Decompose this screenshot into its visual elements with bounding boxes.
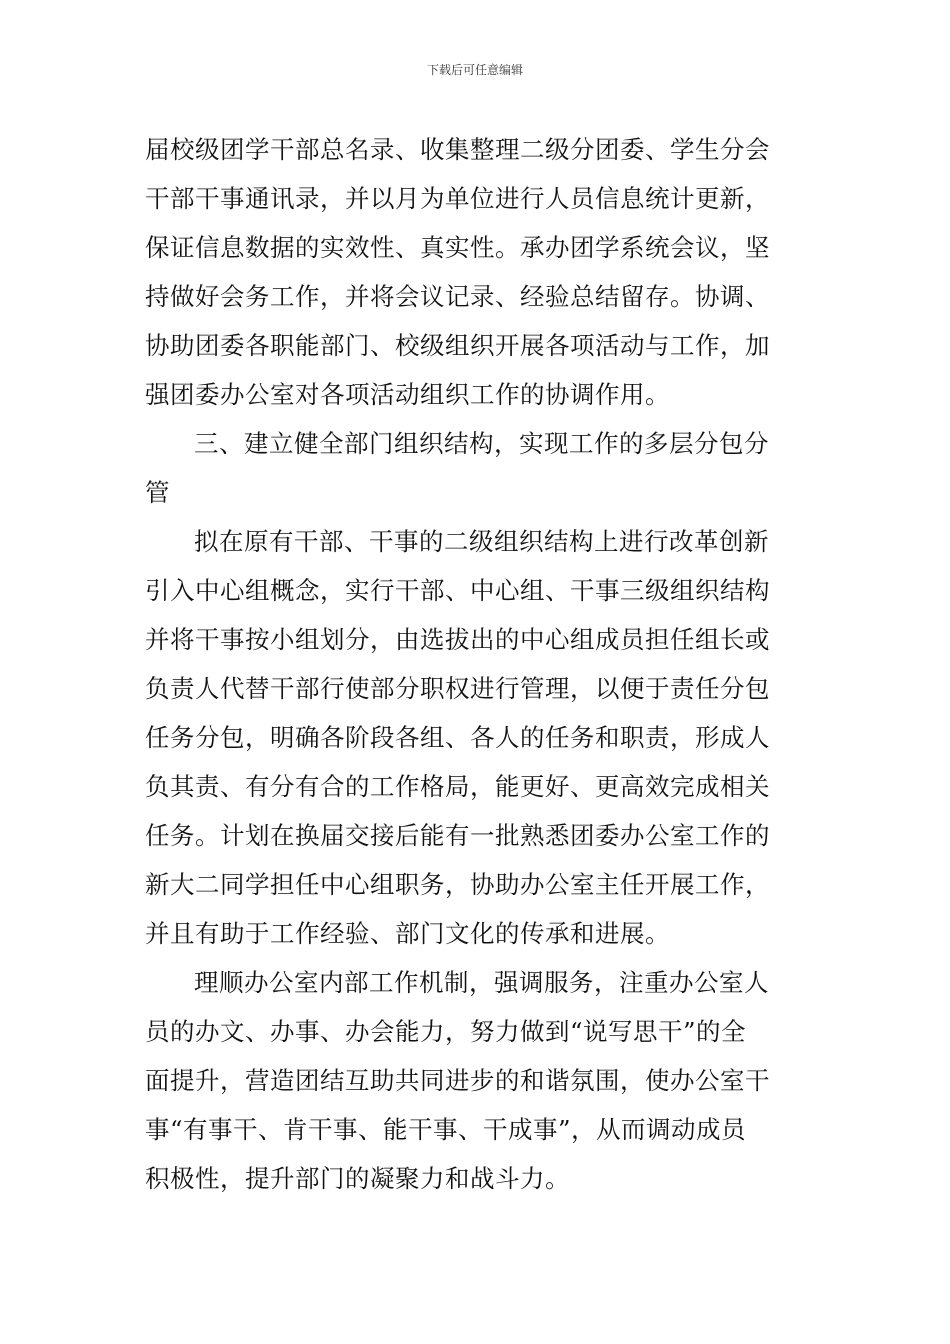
text-line: 协助团委各职能部门、校级组织开展各项活动与工作，加 (145, 331, 770, 360)
text-line: 持做好会务工作，并将会议记录、经验总结留存。协调、 (145, 282, 770, 311)
text-line: 积极性，提升部门的凝聚力和战斗力。 (145, 1164, 570, 1193)
text-line: 负其责、有分有合的工作格局，能更好、更高效完成相关 (145, 772, 770, 801)
text-line: 理顺办公室内部工作机制，强调服务，注重办公室人 (194, 968, 769, 997)
text-line: 事“有事干、肯干事、能干事、干成事”，从而调动成员 (145, 1115, 747, 1144)
text-line: 新大二同学担任中心组职务，协助办公室主任开展工作， (145, 870, 770, 899)
text-line: 并且有助于工作经验、部门文化的传承和进展。 (145, 919, 670, 948)
text-line: 届校级团学干部总名录、收集整理二级分团委、学生分会 (145, 135, 770, 164)
text-line: 强团委办公室对各项活动组织工作的协调作用。 (145, 380, 670, 409)
text-line: 面提升，营造团结互助共同进步的和谐氛围，使办公室干 (145, 1066, 770, 1095)
text-line: 负责人代替干部行使部分职权进行管理，以便于责任分包 (145, 674, 770, 703)
text-line: 引入中心组概念，实行干部、中心组、干事三级组织结构 (145, 576, 770, 605)
text-line: 任务。计划在换届交接后能有一批熟悉团委办公室工作的 (145, 821, 770, 850)
document-body (145, 125, 810, 1203)
text-line: 任务分包，明确各阶段各组、各人的任务和职责，形成人 (145, 723, 770, 752)
text-line: 员的办文、办事、办会能力，努力做到“说写思干”的全 (145, 1017, 747, 1046)
text-line: 干部干事通讯录，并以月为单位进行人员信息统计更新， (145, 184, 770, 213)
text-line: 拟在原有干部、干事的二级组织结构上进行改革创新 (194, 527, 769, 556)
section-heading: 三、建立健全部门组织结构，实现工作的多层分包分 (194, 429, 769, 458)
text-line: 并将干事按小组划分，由选拔出的中心组成员担任组长或 (145, 625, 770, 654)
page-header-note: 下载后可任意编辑 (426, 63, 523, 77)
section-heading-continued: 管 (145, 478, 170, 507)
text-line: 保证信息数据的实效性、真实性。承办团学系统会议，坚 (145, 233, 770, 262)
